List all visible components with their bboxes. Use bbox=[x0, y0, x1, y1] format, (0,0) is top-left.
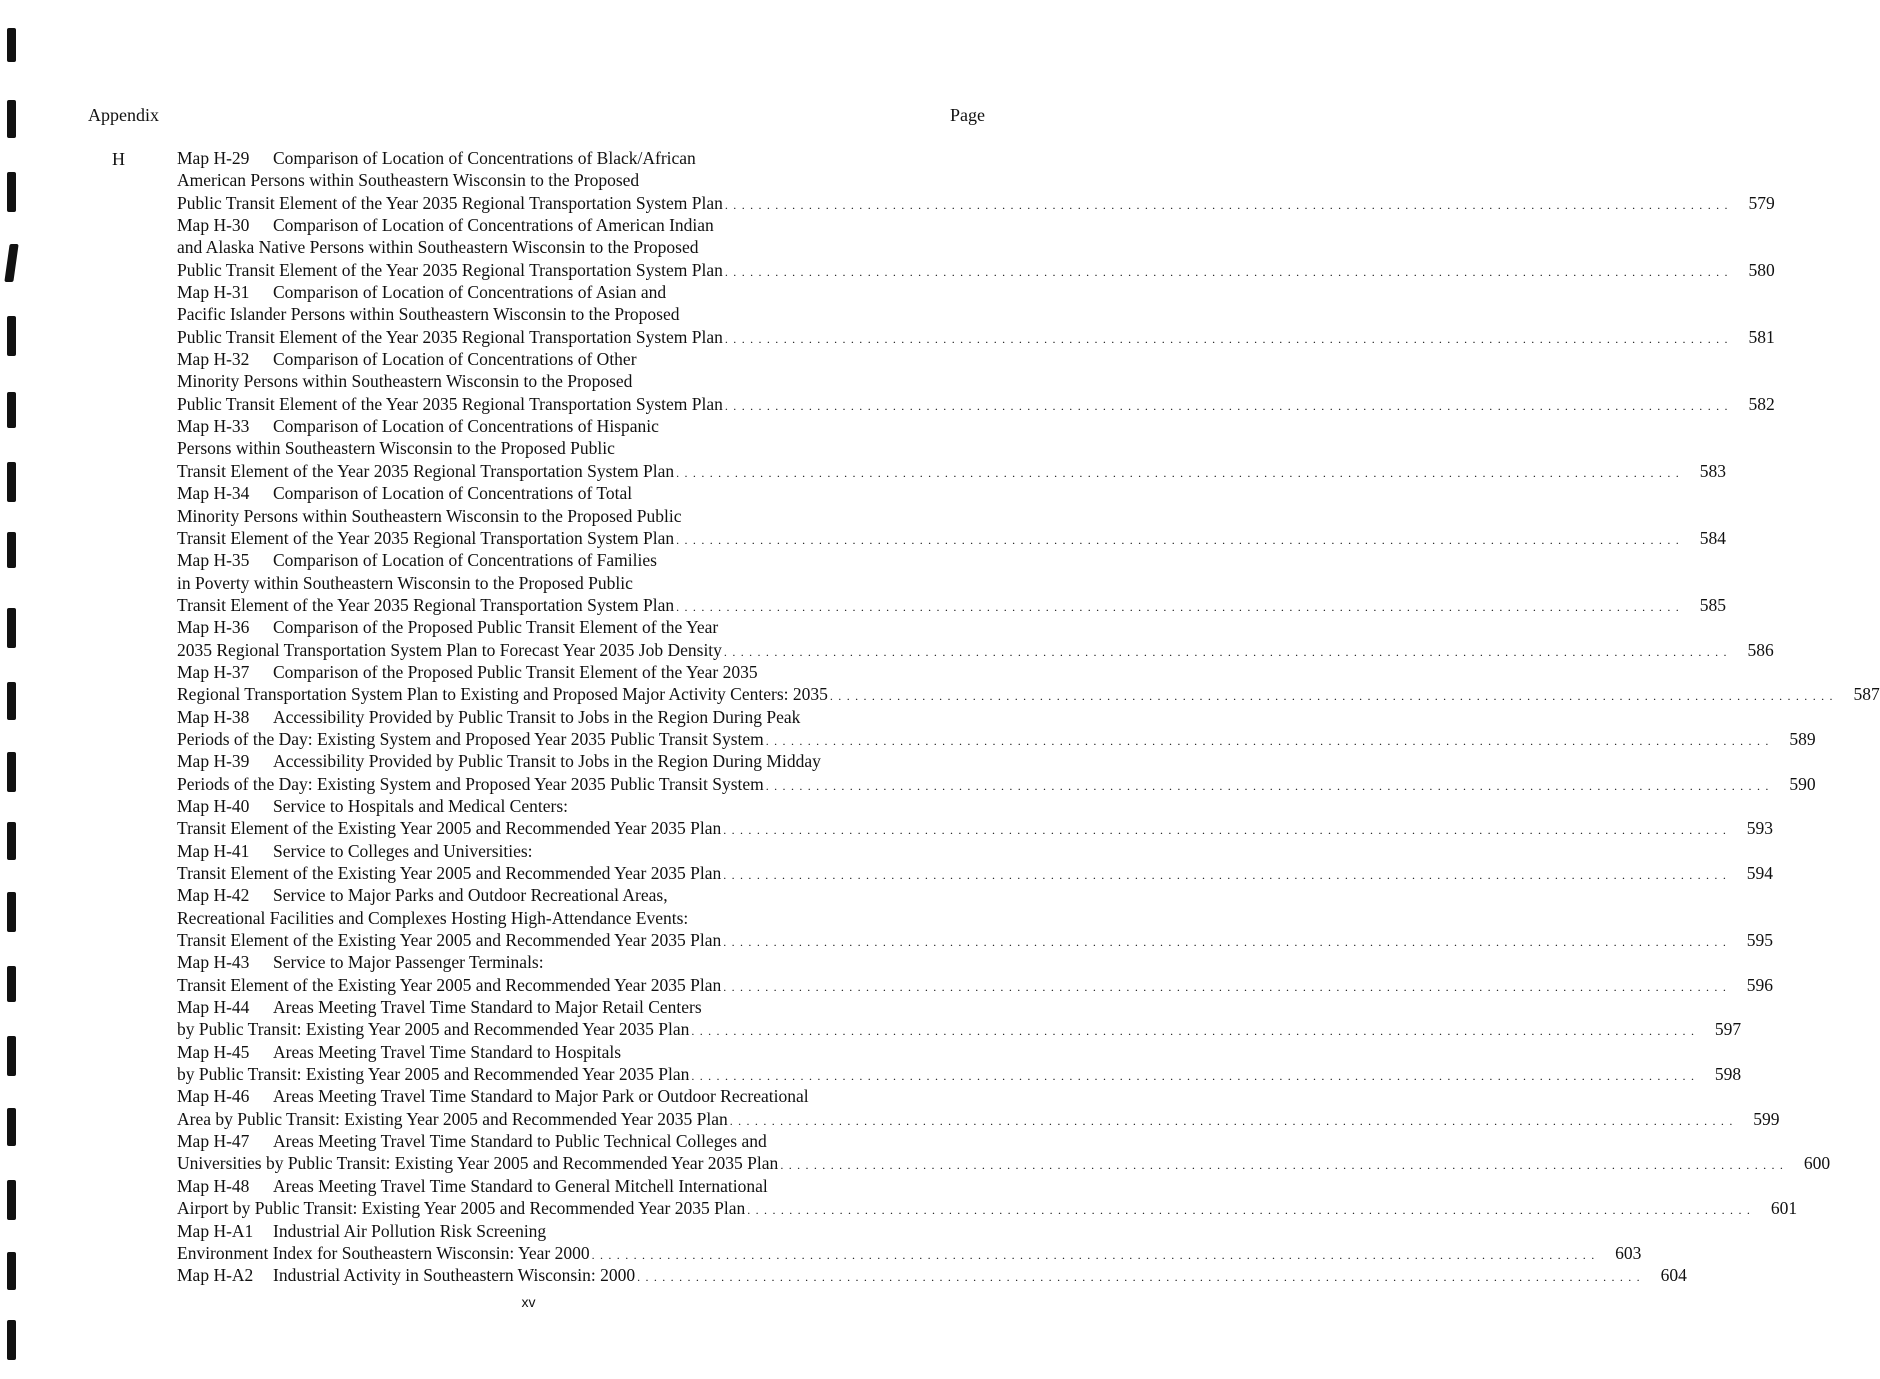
entry-title-line: Airport by Public Transit: Existing Year 2005 and Recommended Year 2035 Plan bbox=[177, 1198, 746, 1219]
toc-entry bbox=[177, 482, 1726, 549]
toc-line bbox=[177, 348, 985, 370]
toc-line bbox=[177, 505, 985, 527]
toc-line bbox=[177, 616, 985, 638]
toc-line bbox=[177, 1242, 1642, 1264]
entry-title-line: Areas Meeting Travel Time Standard to Major Retail Centers bbox=[273, 997, 702, 1018]
toc-line bbox=[177, 773, 1816, 795]
entry-text bbox=[177, 884, 668, 906]
toc-line bbox=[177, 549, 985, 571]
entry-text bbox=[177, 281, 666, 303]
page-reference: 583 bbox=[1699, 460, 1726, 481]
map-id: Map H-46 bbox=[177, 1086, 250, 1107]
dot-leader: . . . . . . . . . . . . . . . . . . . . . . . . . . . . . . . . . . . . . . . . . . . . . . . . . . . . . . . . . . . . . . . . . . . . . . . . . . . . . . . . . . . . . . . . . . . . . . . . . . . . . . . . . . . . . . . . . . . . . . . . bbox=[691, 1069, 1696, 1084]
toc-line bbox=[177, 996, 985, 1018]
toc-line bbox=[177, 572, 985, 594]
page-footer bbox=[0, 1294, 1057, 1310]
entry-text bbox=[177, 572, 633, 594]
dot-leader: . . . . . . . . . . . . . . . . . . . . . . . . . . . . . . . . . . . . . . . . . . . . . . . . . . . . . . . . . . . . . . . . . . . . . . . . . . . . . . . . . . . . . . . . . . . . . . . . . . . . . . . . . . . . . . . . . . . . . . . . bbox=[724, 264, 1729, 279]
entry-title-line: Periods of the Day: Existing System and Proposed Year 2035 Public Transit System bbox=[177, 728, 764, 749]
dot-leader: . . . . . . . . . . . . . . . . . . . . . . . . . . . . . . . . . . . . . . . . . . . . . . . . . . . . . . . . . . . . . . . . . . . . . . . . . . . . . . . . . . . . . . . . . . . . . . . . . . . . . . . . . . . . . . . . . . . . . . . . bbox=[591, 1247, 1596, 1262]
entry-text bbox=[177, 415, 659, 437]
toc-entry bbox=[177, 1264, 1687, 1286]
entry-title-line: Areas Meeting Travel Time Standard to General Mitchell International bbox=[273, 1175, 768, 1196]
entry-text bbox=[177, 527, 674, 549]
toc-line bbox=[177, 929, 1774, 951]
entry-text bbox=[177, 482, 632, 504]
entry-text bbox=[177, 259, 723, 281]
toc-line bbox=[177, 147, 985, 169]
entry-text bbox=[177, 661, 758, 683]
toc-line bbox=[177, 1085, 985, 1107]
entry-text bbox=[177, 1063, 689, 1085]
entry-text bbox=[177, 1152, 778, 1174]
toc-line bbox=[177, 326, 1775, 348]
entry-text bbox=[177, 996, 702, 1018]
toc-line bbox=[177, 639, 1774, 661]
dot-leader: . . . . . . . . . . . . . . . . . . . . . . . . . . . . . . . . . . . . . . . . . . . . . . . . . . . . . . . . . . . . . . . . . . . . . . . . . . . . . . . . . . . . . . . . . . . . . . . . . . . . . . . . . . . . . . . . . . . . . . . . bbox=[724, 331, 1729, 346]
entry-title-line: Comparison of the Proposed Public Transit Element of the Year 2035 bbox=[273, 661, 758, 682]
entry-title-line: Transit Element of the Existing Year 2005 and Recommended Year 2035 Plan bbox=[177, 863, 722, 883]
page-reference: 603 bbox=[1615, 1242, 1642, 1263]
toc-line bbox=[177, 661, 985, 683]
toc-line bbox=[177, 482, 985, 504]
toc-line bbox=[177, 1197, 1798, 1219]
entry-title-line: Pacific Islander Persons within Southeastern Wisconsin to the Proposed bbox=[177, 304, 680, 325]
toc-line bbox=[177, 527, 1726, 549]
entry-text bbox=[177, 236, 698, 258]
page-reference: 596 bbox=[1746, 974, 1774, 995]
dot-leader: . . . . . . . . . . . . . . . . . . . . . . . . . . . . . . . . . . . . . . . . . . . . . . . . . . . . . . . . . . . . . . . . . . . . . . . . . . . . . . . . . . . . . . . . . . . . . . . . . . . . . . . . . . . . . . . . . . . . . . . . bbox=[676, 599, 1680, 614]
entry-text bbox=[177, 683, 828, 705]
entry-title-line: Comparison of Location of Concentrations of Other bbox=[273, 349, 637, 370]
dot-leader: . . . . . . . . . . . . . . . . . . . . . . . . . . . . . . . . . . . . . . . . . . . . . . . . . . . . . . . . . . . . . . . . . . . . . . . . . . . . . . . . . . . . . . . . . . . . . . . . . . . . . . . . . . . . . . . . . . . . . . . . bbox=[724, 197, 1729, 212]
entry-title-line: Service to Major Parks and Outdoor Recreational Areas, bbox=[273, 885, 668, 906]
entry-text bbox=[177, 214, 714, 236]
toc-line bbox=[177, 1264, 1687, 1286]
map-id: Map H-43 bbox=[177, 952, 250, 973]
entry-text bbox=[177, 1242, 590, 1264]
toc-line bbox=[177, 303, 985, 325]
toc-line bbox=[177, 1130, 985, 1152]
map-id: Map H-48 bbox=[177, 1175, 250, 1196]
page-reference: 593 bbox=[1746, 818, 1774, 839]
entry-text bbox=[177, 773, 764, 795]
dot-leader: . . . . . . . . . . . . . . . . . . . . . . . . . . . . . . . . . . . . . . . . . . . . . . . . . . . . . . . . . . . . . . . . . . . . . . . . . . . . . . . . . . . . . . . . . . . . . . . . . . . . . . . . . . . . . . . . . . . . . . . . bbox=[780, 1158, 1785, 1173]
entry-text bbox=[177, 907, 688, 929]
map-id: Map H-45 bbox=[177, 1041, 250, 1062]
page-reference: 604 bbox=[1660, 1265, 1687, 1286]
page-reference: 595 bbox=[1746, 930, 1774, 951]
map-id: Map H-31 bbox=[177, 282, 250, 303]
toc-line bbox=[177, 750, 985, 772]
toc-line bbox=[177, 281, 985, 303]
entry-text bbox=[177, 549, 657, 571]
entry-text bbox=[177, 393, 723, 415]
entry-text bbox=[177, 437, 615, 459]
dot-leader: . . . . . . . . . . . . . . . . . . . . . . . . . . . . . . . . . . . . . . . . . . . . . . . . . . . . . . . . . . . . . . . . . . . . . . . . . . . . . . . . . . . . . . . . . . . . . . . . . . . . . . . . . . . . . . . . . . . . . . . . bbox=[829, 689, 1834, 704]
dot-leader: . . . . . . . . . . . . . . . . . . . . . . . . . . . . . . . . . . . . . . . . . . . . . . . . . . . . . . . . . . . . . . . . . . . . . . . . . . . . . . . . . . . . . . . . . . . . . . . . . . . . . . . . . . . . . . . . . . . . . . . . bbox=[637, 1270, 1641, 1285]
entry-title-line: Areas Meeting Travel Time Standard to Public Technical Colleges and bbox=[273, 1131, 767, 1152]
page-reference: 597 bbox=[1714, 1019, 1742, 1040]
toc-entry bbox=[177, 661, 1880, 706]
page-reference: 585 bbox=[1699, 594, 1726, 615]
toc-line bbox=[177, 594, 1726, 616]
toc-entry bbox=[177, 214, 1775, 281]
map-id: Map H-30 bbox=[177, 215, 250, 236]
toc-entry bbox=[177, 616, 1774, 661]
page-number: xv bbox=[521, 1294, 536, 1310]
toc-line bbox=[177, 1152, 1831, 1174]
page-reference: 598 bbox=[1714, 1064, 1742, 1085]
dot-leader: . . . . . . . . . . . . . . . . . . . . . . . . . . . . . . . . . . . . . . . . . . . . . . . . . . . . . . . . . . . . . . . . . . . . . . . . . . . . . . . . . . . . . . . . . . . . . . . . . . . . . . . . . . . . . . . . . . . . . . . . bbox=[747, 1203, 1752, 1218]
entry-title-line: Minority Persons within Southeastern Wisconsin to the Proposed bbox=[177, 371, 633, 392]
toc-line bbox=[177, 1018, 1742, 1040]
entry-title-line: Public Transit Element of the Year 2035 Regional Transportation System Plan bbox=[177, 393, 723, 414]
map-id: Map H-44 bbox=[177, 997, 250, 1018]
entry-text bbox=[177, 326, 723, 348]
entry-title-line: Transit Element of the Year 2035 Regional Transportation System Plan bbox=[177, 527, 675, 548]
entry-title-line: Comparison of Location of Concentrations of Families bbox=[273, 550, 657, 571]
entry-text bbox=[177, 505, 682, 527]
entry-text bbox=[177, 929, 721, 951]
entry-title-line: Accessibility Provided by Public Transit to Jobs in the Region During Midday bbox=[273, 751, 821, 772]
toc-line bbox=[177, 862, 1774, 884]
entry-title-line: Environment Index for Southeastern Wisconsin: Year 2000 bbox=[177, 1242, 590, 1263]
toc-entry bbox=[177, 884, 1774, 951]
page-reference: 581 bbox=[1748, 326, 1775, 347]
entry-title-line: Comparison of Location of Concentrations of Asian and bbox=[273, 282, 667, 303]
entry-title-line: Transit Element of the Existing Year 2005 and Recommended Year 2035 Plan bbox=[177, 930, 722, 951]
column-header bbox=[88, 104, 985, 126]
entry-title-line: Persons within Southeastern Wisconsin to the Proposed Public bbox=[177, 438, 615, 459]
entry-title-line: by Public Transit: Existing Year 2005 and Recommended Year 2035 Plan bbox=[177, 1019, 690, 1040]
binding-marks bbox=[0, 0, 30, 1379]
entry-title-line: Transit Element of the Year 2035 Regional Transportation System Plan bbox=[177, 594, 675, 615]
entry-title-line: Comparison of Location of Concentrations of American Indian bbox=[273, 215, 714, 236]
toc-line bbox=[177, 840, 985, 862]
entry-title-line: Comparison of Location of Concentrations of Black/African bbox=[273, 148, 696, 168]
entry-title-line: Industrial Air Pollution Risk Screening bbox=[273, 1220, 547, 1241]
entry-title-line: Accessibility Provided by Public Transit to Jobs in the Region During Peak bbox=[273, 706, 801, 727]
entry-text bbox=[177, 795, 568, 817]
entry-title-line: Comparison of the Proposed Public Transit Element of the Year bbox=[273, 617, 719, 638]
dot-leader: . . . . . . . . . . . . . . . . . . . . . . . . . . . . . . . . . . . . . . . . . . . . . . . . . . . . . . . . . . . . . . . . . . . . . . . . . . . . . . . . . . . . . . . . . . . . . . . . . . . . . . . . . . . . . . . . . . . . . . . . bbox=[723, 868, 1728, 882]
page-reference: 600 bbox=[1803, 1153, 1831, 1174]
toc-line bbox=[177, 1220, 985, 1242]
toc-line bbox=[177, 884, 985, 906]
toc-line bbox=[177, 817, 1774, 839]
toc-entry bbox=[177, 147, 1775, 214]
entry-text bbox=[177, 706, 800, 728]
entry-text bbox=[177, 974, 721, 996]
map-id: Map H-37 bbox=[177, 661, 250, 682]
entry-text bbox=[177, 840, 533, 862]
toc-line bbox=[177, 214, 985, 236]
toc-line bbox=[177, 393, 1775, 415]
entry-title-line: Public Transit Element of the Year 2035 Regional Transportation System Plan bbox=[177, 259, 723, 280]
entry-title-line: 2035 Regional Transportation System Plan to Forecast Year 2035 Job Density bbox=[177, 639, 722, 660]
toc-entry bbox=[177, 996, 1742, 1041]
toc-entry bbox=[177, 951, 1774, 996]
toc-line bbox=[177, 1175, 985, 1197]
dot-leader: . . . . . . . . . . . . . . . . . . . . . . . . . . . . . . . . . . . . . . . . . . . . . . . . . . . . . . . . . . . . . . . . . . . . . . . . . . . . . . . . . . . . . . . . . . . . . . . . . . . . . . . . . . . . . . . . . . . . . . . . bbox=[765, 778, 1770, 793]
page-reference: 589 bbox=[1789, 728, 1816, 749]
dot-leader: . . . . . . . . . . . . . . . . . . . . . . . . . . . . . . . . . . . . . . . . . . . . . . . . . . . . . . . . . . . . . . . . . . . . . . . . . . . . . . . . . . . . . . . . . . . . . . . . . . . . . . . . . . . . . . . . . . . . . . . . bbox=[765, 733, 1770, 748]
toc-line bbox=[177, 415, 985, 437]
entry-text bbox=[177, 1085, 809, 1107]
map-id: Map H-38 bbox=[177, 706, 250, 727]
entry-text bbox=[177, 1018, 689, 1040]
map-id: Map H-47 bbox=[177, 1131, 250, 1152]
map-id: Map H-33 bbox=[177, 416, 250, 437]
entry-text bbox=[177, 303, 680, 325]
map-id: Map H-A1 bbox=[177, 1220, 254, 1241]
table-of-contents bbox=[177, 147, 1880, 1287]
entry-text bbox=[177, 1130, 767, 1152]
map-id: Map H-A2 bbox=[177, 1265, 254, 1286]
toc-line bbox=[177, 795, 985, 817]
entry-title-line: and Alaska Native Persons within Southeastern Wisconsin to the Proposed bbox=[177, 237, 699, 258]
entry-text bbox=[177, 951, 544, 973]
entry-title-line: Public Transit Element of the Year 2035 Regional Transportation System Plan bbox=[177, 326, 723, 347]
page-reference: 580 bbox=[1748, 259, 1775, 280]
toc-entry bbox=[177, 795, 1774, 840]
toc-line bbox=[177, 907, 985, 929]
map-id: Map H-42 bbox=[177, 885, 250, 906]
entry-text bbox=[177, 616, 718, 638]
map-id: Map H-32 bbox=[177, 349, 250, 370]
entry-text bbox=[177, 147, 696, 169]
entry-title-line: in Poverty within Southeastern Wisconsin to the Proposed Public bbox=[177, 572, 633, 593]
toc-line bbox=[177, 706, 985, 728]
toc-line bbox=[177, 1108, 1780, 1130]
entry-title-line: Transit Element of the Existing Year 2005 and Recommended Year 2035 Plan bbox=[177, 818, 722, 839]
dot-leader: . . . . . . . . . . . . . . . . . . . . . . . . . . . . . . . . . . . . . . . . . . . . . . . . . . . . . . . . . . . . . . . . . . . . . . . . . . . . . . . . . . . . . . . . . . . . . . . . . . . . . . . . . . . . . . . . . . . . . . . . bbox=[729, 1113, 1734, 1128]
page-reference: 590 bbox=[1789, 773, 1816, 794]
map-id: Map H-41 bbox=[177, 840, 250, 861]
toc-entry bbox=[177, 281, 1775, 348]
section-letter: H bbox=[112, 149, 125, 169]
dot-leader: . . . . . . . . . . . . . . . . . . . . . . . . . . . . . . . . . . . . . . . . . . . . . . . . . . . . . . . . . . . . . . . . . . . . . . . . . . . . . . . . . . . . . . . . . . . . . . . . . . . . . . . . . . . . . . . . . . . . . . . . bbox=[676, 465, 1680, 480]
map-id: Map H-29 bbox=[177, 148, 250, 168]
entry-text bbox=[177, 1197, 745, 1219]
entry-text bbox=[177, 594, 674, 616]
entry-title-line: Areas Meeting Travel Time Standard to Major Park or Outdoor Recreational bbox=[273, 1086, 809, 1107]
map-id: Map H-40 bbox=[177, 795, 250, 816]
dot-leader: . . . . . . . . . . . . . . . . . . . . . . . . . . . . . . . . . . . . . . . . . . . . . . . . . . . . . . . . . . . . . . . . . . . . . . . . . . . . . . . . . . . . . . . . . . . . . . . . . . . . . . . . . . . . . . . . . . . . . . . . bbox=[723, 823, 1728, 838]
toc-line bbox=[177, 236, 985, 258]
entry-title-line: Areas Meeting Travel Time Standard to Hospitals bbox=[273, 1041, 622, 1062]
entry-title-line: Regional Transportation System Plan to Existing and Proposed Major Activity Centers: 2035 bbox=[177, 684, 828, 705]
toc-entry bbox=[177, 1130, 1831, 1175]
page-reference: 582 bbox=[1748, 393, 1775, 414]
page-column-label: Page bbox=[950, 105, 985, 125]
toc-line bbox=[177, 683, 1880, 705]
entry-title-line: Minority Persons within Southeastern Wisconsin to the Proposed Public bbox=[177, 505, 682, 526]
entry-text bbox=[177, 1220, 546, 1242]
page-reference: 584 bbox=[1699, 527, 1726, 548]
entry-title-line: Service to Major Passenger Terminals: bbox=[273, 952, 544, 973]
entry-text bbox=[177, 370, 632, 392]
dot-leader: . . . . . . . . . . . . . . . . . . . . . . . . . . . . . . . . . . . . . . . . . . . . . . . . . . . . . . . . . . . . . . . . . . . . . . . . . . . . . . . . . . . . . . . . . . . . . . . . . . . . . . . . . . . . . . . . . . . . . . . . bbox=[676, 532, 1680, 547]
entry-title-line: Industrial Activity in Southeastern Wisconsin: 2000 bbox=[273, 1265, 636, 1286]
entry-text bbox=[177, 817, 721, 839]
entry-title-line: Recreational Facilities and Complexes Hosting High-Attendance Events: bbox=[177, 907, 689, 928]
entry-title-line: Transit Element of the Year 2035 Regional Transportation System Plan bbox=[177, 460, 675, 481]
toc-entry bbox=[177, 549, 1726, 616]
toc-line bbox=[177, 192, 1775, 214]
entry-text bbox=[177, 192, 723, 214]
entry-title-line: Service to Hospitals and Medical Centers: bbox=[273, 795, 568, 816]
map-id: Map H-36 bbox=[177, 617, 250, 638]
toc-line bbox=[177, 1063, 1742, 1085]
toc-entry bbox=[177, 1085, 1780, 1130]
entry-title-line: Periods of the Day: Existing System and Proposed Year 2035 Public Transit System bbox=[177, 773, 764, 794]
toc-line bbox=[177, 259, 1775, 281]
entry-text bbox=[177, 1108, 728, 1130]
entry-title-line: by Public Transit: Existing Year 2005 and Recommended Year 2035 Plan bbox=[177, 1064, 690, 1085]
page-reference: 586 bbox=[1747, 639, 1774, 660]
toc-line bbox=[177, 437, 985, 459]
page-reference: 594 bbox=[1746, 863, 1774, 883]
toc-entry bbox=[177, 706, 1816, 751]
toc-line bbox=[177, 460, 1726, 482]
entry-text bbox=[177, 1175, 768, 1197]
toc-entry bbox=[177, 840, 1774, 885]
entry-text bbox=[177, 862, 721, 884]
toc-line bbox=[177, 370, 985, 392]
page-reference: 599 bbox=[1753, 1108, 1780, 1129]
entry-text bbox=[177, 639, 722, 661]
dot-leader: . . . . . . . . . . . . . . . . . . . . . . . . . . . . . . . . . . . . . . . . . . . . . . . . . . . . . . . . . . . . . . . . . . . . . . . . . . . . . . . . . . . . . . . . . . . . . . . . . . . . . . . . . . . . . . . . . . . . . . . . bbox=[691, 1024, 1696, 1039]
entry-title-line: Public Transit Element of the Year 2035 Regional Transportation System Plan bbox=[177, 192, 723, 213]
toc-line bbox=[177, 1041, 985, 1063]
entry-text bbox=[177, 1264, 635, 1286]
toc-entry bbox=[177, 415, 1726, 482]
page-reference: 601 bbox=[1770, 1198, 1798, 1219]
toc-entry bbox=[177, 1041, 1742, 1086]
map-id: Map H-39 bbox=[177, 751, 250, 772]
toc-entry bbox=[177, 348, 1775, 415]
page-reference: 587 bbox=[1853, 684, 1880, 705]
map-id: Map H-35 bbox=[177, 550, 250, 571]
entry-title-line: Comparison of Location of Concentrations of Total bbox=[273, 483, 633, 504]
dot-leader: . . . . . . . . . . . . . . . . . . . . . . . . . . . . . . . . . . . . . . . . . . . . . . . . . . . . . . . . . . . . . . . . . . . . . . . . . . . . . . . . . . . . . . . . . . . . . . . . . . . . . . . . . . . . . . . . . . . . . . . . bbox=[723, 644, 1728, 659]
entry-text bbox=[177, 750, 821, 772]
toc-entry bbox=[177, 1220, 1642, 1265]
entry-text bbox=[177, 460, 674, 482]
toc-line bbox=[177, 169, 985, 191]
toc-entry bbox=[177, 750, 1816, 795]
entry-title-line: Transit Element of the Existing Year 2005 and Recommended Year 2035 Plan bbox=[177, 974, 722, 995]
entry-text bbox=[177, 348, 637, 370]
dot-leader: . . . . . . . . . . . . . . . . . . . . . . . . . . . . . . . . . . . . . . . . . . . . . . . . . . . . . . . . . . . . . . . . . . . . . . . . . . . . . . . . . . . . . . . . . . . . . . . . . . . . . . . . . . . . . . . . . . . . . . . . bbox=[723, 979, 1728, 994]
entry-text bbox=[177, 1041, 621, 1063]
entry-title-line: Area by Public Transit: Existing Year 2005 and Recommended Year 2035 Plan bbox=[177, 1108, 728, 1129]
dot-leader: . . . . . . . . . . . . . . . . . . . . . . . . . . . . . . . . . . . . . . . . . . . . . . . . . . . . . . . . . . . . . . . . . . . . . . . . . . . . . . . . . . . . . . . . . . . . . . . . . . . . . . . . . . . . . . . . . . . . . . . . bbox=[724, 398, 1729, 413]
entry-title-line: Universities by Public Transit: Existing Year 2005 and Recommended Year 2035 Plan bbox=[177, 1153, 779, 1174]
toc-line bbox=[177, 974, 1774, 996]
dot-leader: . . . . . . . . . . . . . . . . . . . . . . . . . . . . . . . . . . . . . . . . . . . . . . . . . . . . . . . . . . . . . . . . . . . . . . . . . . . . . . . . . . . . . . . . . . . . . . . . . . . . . . . . . . . . . . . . . . . . . . . . bbox=[723, 935, 1728, 950]
toc-line bbox=[177, 728, 1816, 750]
entry-title-line: Service to Colleges and Universities: bbox=[273, 840, 533, 861]
entry-title-line: Comparison of Location of Concentrations of Hispanic bbox=[273, 416, 659, 437]
entry-text bbox=[177, 728, 764, 750]
page-reference: 579 bbox=[1748, 192, 1775, 213]
entry-text bbox=[177, 169, 639, 191]
appendix-column-label: Appendix bbox=[88, 105, 159, 125]
map-id: Map H-34 bbox=[177, 483, 250, 504]
entry-title-line: American Persons within Southeastern Wisconsin to the Proposed bbox=[177, 170, 640, 191]
toc-line bbox=[177, 951, 985, 973]
toc-entry bbox=[177, 1175, 1798, 1220]
